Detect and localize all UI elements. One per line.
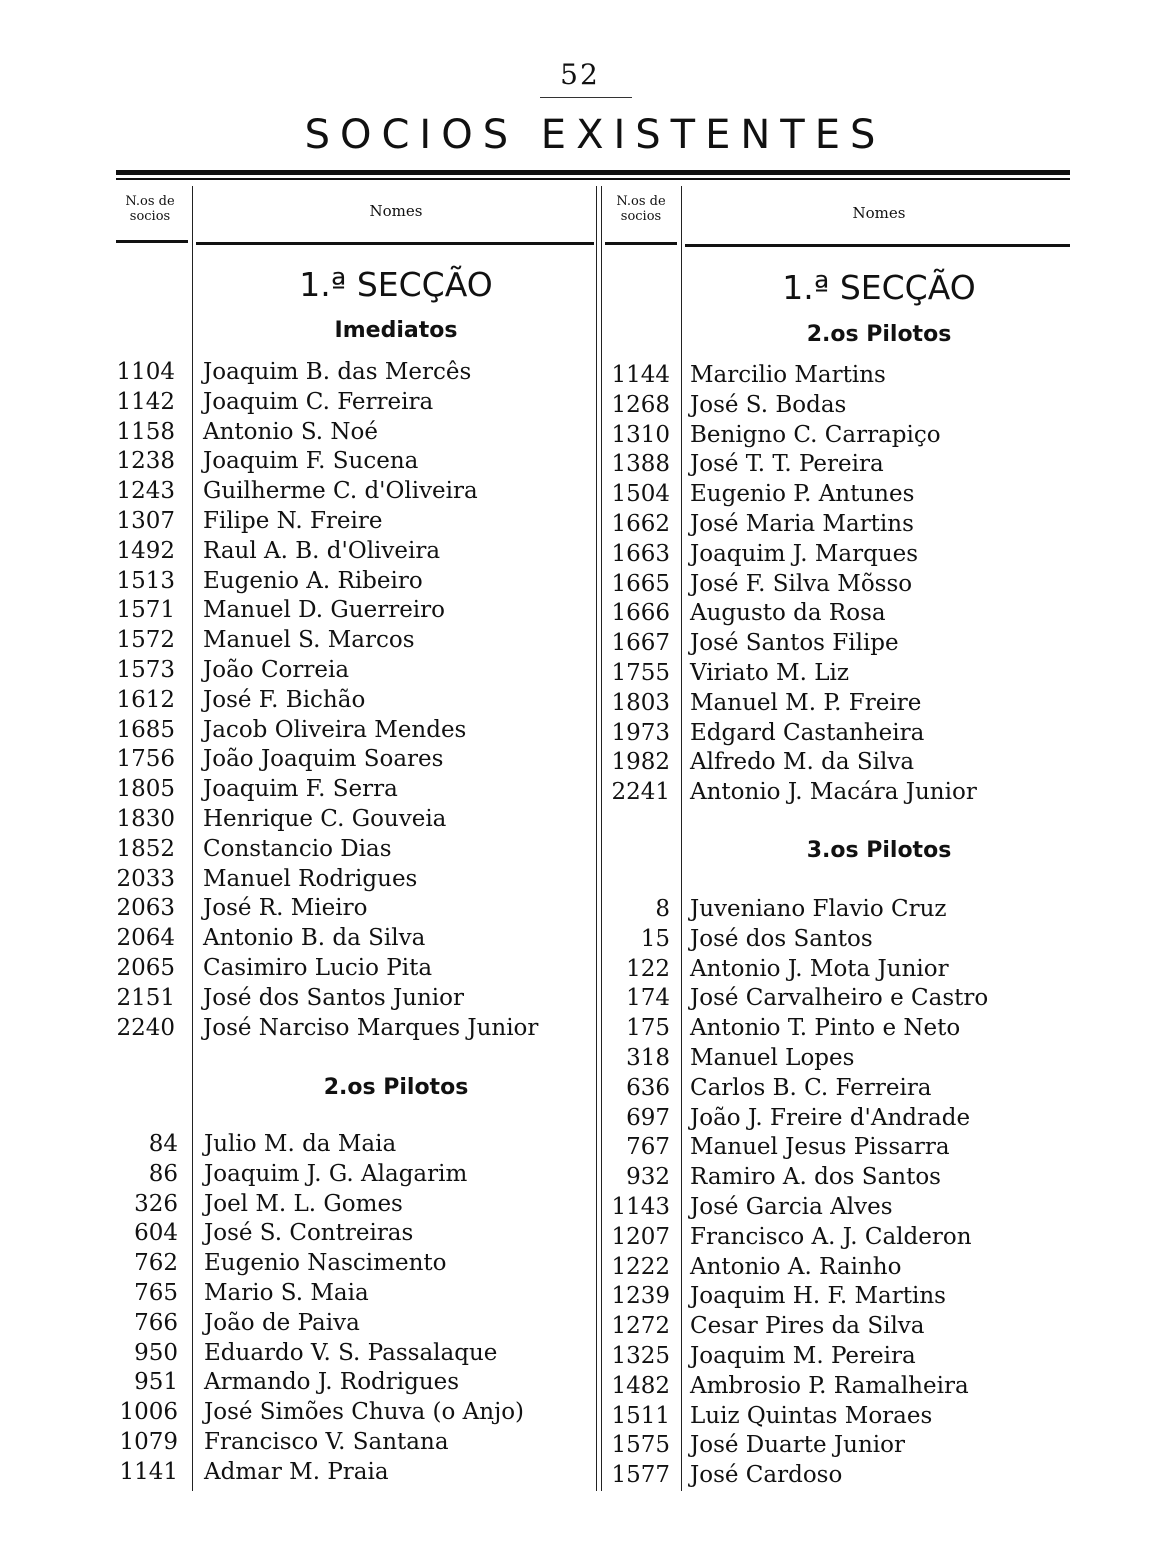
member-row xyxy=(0,805,600,835)
num-header-line2: socios xyxy=(620,209,662,224)
member-number: 1388 xyxy=(611,451,670,478)
member-row xyxy=(0,659,1100,689)
member-number: 932 xyxy=(626,1164,670,1191)
member-number: 8 xyxy=(655,896,670,922)
member-number: 2240 xyxy=(116,1014,175,1041)
member-name: Manuel Lopes xyxy=(690,1044,855,1071)
member-name: Benigno C. Carrapiço xyxy=(690,421,941,448)
member-name: Constancio Dias xyxy=(203,835,392,862)
member-row xyxy=(0,1431,1100,1461)
member-name: Joaquim H. F. Martins xyxy=(690,1283,946,1310)
header-rule xyxy=(116,240,188,243)
right-group2-title: 3.os Pilotos xyxy=(806,838,952,863)
member-name: João Correia xyxy=(203,656,350,683)
member-number: 1243 xyxy=(116,478,175,505)
right-names-header: Nomes xyxy=(852,204,906,222)
member-name: Armando J. Rodrigues xyxy=(204,1369,460,1396)
member-row xyxy=(0,955,1100,985)
member-row xyxy=(0,895,1100,925)
member-row xyxy=(0,865,600,895)
num-header-line1: N.os de xyxy=(125,194,175,209)
member-number: 1755 xyxy=(611,659,670,686)
member-number: 767 xyxy=(626,1134,670,1161)
member-name: Viriato M. Liz xyxy=(690,659,849,686)
member-name: Joaquim J. G. Alagarim xyxy=(204,1160,468,1187)
member-number: 762 xyxy=(134,1250,178,1277)
member-name: José Santos Filipe xyxy=(690,630,899,657)
member-number: 1104 xyxy=(116,359,175,385)
member-number: 1142 xyxy=(116,388,175,415)
member-number: 1830 xyxy=(116,805,175,832)
member-name: José Carvalheiro e Castro xyxy=(690,985,989,1012)
member-name: Joaquim M. Pereira xyxy=(690,1342,916,1369)
member-row xyxy=(0,1163,1100,1193)
member-number: 2151 xyxy=(116,984,175,1011)
member-number: 951 xyxy=(134,1369,178,1396)
member-row xyxy=(0,629,1100,659)
right-section-title: 1.ª SECÇÃO xyxy=(782,268,976,307)
member-name: Julio M. da Maia xyxy=(204,1131,397,1157)
member-name: Edgard Castanheira xyxy=(690,719,925,746)
member-name: Antonio T. Pinto e Neto xyxy=(690,1015,961,1042)
member-row xyxy=(0,421,1100,451)
member-number: 1663 xyxy=(611,540,670,567)
member-number: 326 xyxy=(134,1190,178,1217)
member-number: 1079 xyxy=(119,1428,178,1455)
member-number: 1006 xyxy=(119,1399,178,1426)
member-row xyxy=(0,1104,1100,1134)
member-name: Marcilio Martins xyxy=(690,362,886,388)
member-name: Eugenio P. Antunes xyxy=(690,481,915,508)
member-name: Joaquim C. Ferreira xyxy=(203,388,434,415)
member-number: 697 xyxy=(626,1104,670,1131)
member-number: 1207 xyxy=(611,1223,670,1250)
member-row xyxy=(0,1461,1100,1491)
member-row xyxy=(0,391,1100,421)
member-number: 2033 xyxy=(116,865,175,892)
member-number: 1572 xyxy=(116,627,175,654)
member-number: 636 xyxy=(626,1074,670,1101)
member-name: José Maria Martins xyxy=(690,510,914,537)
member-number: 604 xyxy=(134,1220,178,1247)
member-row xyxy=(0,1044,1100,1074)
member-name: José S. Bodas xyxy=(690,391,847,418)
member-name: Joaquim J. Marques xyxy=(690,540,919,567)
member-row xyxy=(0,1133,1100,1163)
member-row xyxy=(0,1223,1100,1253)
member-name: Henrique C. Gouveia xyxy=(203,805,447,832)
left-section-title: 1.ª SECÇÃO xyxy=(299,265,493,304)
member-name: Francisco V. Santana xyxy=(204,1428,449,1455)
page-title: SOCIOS EXISTENTES xyxy=(304,112,886,158)
num-header-line2: socios xyxy=(129,209,171,224)
member-name: José dos Santos Junior xyxy=(203,984,465,1011)
member-number: 950 xyxy=(134,1339,178,1366)
member-number: 175 xyxy=(626,1015,670,1042)
member-number: 1852 xyxy=(116,835,175,862)
member-name: Jacob Oliveira Mendes xyxy=(203,716,467,743)
member-row xyxy=(0,570,1100,600)
right-group2-list xyxy=(0,895,1100,1491)
member-name: José Garcia Alves xyxy=(690,1193,893,1220)
member-row xyxy=(0,361,1100,391)
member-name: José F. Silva Mõsso xyxy=(690,570,913,597)
member-name: Casimiro Lucio Pita xyxy=(203,954,433,981)
member-row xyxy=(0,984,1100,1014)
member-name: José dos Santos xyxy=(690,925,873,952)
member-number: 1685 xyxy=(116,716,175,743)
member-name: Mario S. Maia xyxy=(204,1279,369,1306)
member-name: Joaquim F. Sucena xyxy=(203,448,419,475)
member-row xyxy=(0,925,1100,955)
member-name: Eduardo V. S. Passalaque xyxy=(204,1339,498,1366)
member-name: Cesar Pires da Silva xyxy=(690,1313,925,1340)
member-name: Ambrosio P. Ramalheira xyxy=(690,1372,969,1399)
member-number: 2241 xyxy=(611,779,670,806)
member-number: 766 xyxy=(134,1309,178,1336)
member-name: Manuel M. P. Freire xyxy=(690,689,922,716)
member-name: José T. T. Pereira xyxy=(690,451,884,478)
member-row xyxy=(0,480,1100,510)
left-num-header xyxy=(112,194,188,224)
member-number: 765 xyxy=(134,1279,178,1306)
member-number: 15 xyxy=(640,925,670,952)
member-number: 1662 xyxy=(611,510,670,537)
member-name: Antonio J. Macára Junior xyxy=(690,779,977,806)
member-number: 1571 xyxy=(116,597,175,624)
member-name: José Cardoso xyxy=(690,1462,843,1489)
member-number: 86 xyxy=(148,1160,178,1187)
member-number: 1158 xyxy=(116,418,175,445)
member-name: Filipe N. Freire xyxy=(203,507,383,534)
member-name: Admar M. Praia xyxy=(204,1458,389,1485)
member-name: João de Paiva xyxy=(204,1309,360,1336)
member-number: 1144 xyxy=(611,362,670,388)
member-row xyxy=(0,540,1100,570)
member-number: 1575 xyxy=(611,1432,670,1459)
member-number: 2065 xyxy=(116,954,175,981)
member-row xyxy=(0,835,600,865)
member-number: 1325 xyxy=(611,1342,670,1369)
member-number: 122 xyxy=(626,955,670,982)
member-number: 1513 xyxy=(116,567,175,594)
member-row xyxy=(0,1342,1100,1372)
member-number: 1511 xyxy=(611,1402,670,1429)
member-name: Augusto da Rosa xyxy=(690,600,886,627)
member-name: Joel M. L. Gomes xyxy=(204,1190,403,1217)
member-number: 1504 xyxy=(611,481,670,508)
member-number: 1141 xyxy=(119,1458,178,1485)
member-row xyxy=(0,748,1100,778)
member-number: 1573 xyxy=(116,656,175,683)
right-group1-list xyxy=(0,361,1100,808)
member-row xyxy=(0,1074,1100,1104)
member-row xyxy=(0,778,1100,808)
header-rule xyxy=(196,242,594,245)
header-rule xyxy=(605,242,677,245)
member-name: José F. Bichão xyxy=(203,686,366,713)
member-name: Eugenio A. Ribeiro xyxy=(203,567,423,594)
member-number: 1982 xyxy=(611,749,670,776)
left-names-header: Nomes xyxy=(369,202,423,220)
member-number: 318 xyxy=(626,1044,670,1071)
member-name: Manuel Jesus Pissarra xyxy=(690,1134,950,1161)
member-number: 1577 xyxy=(611,1462,670,1489)
member-number: 1756 xyxy=(116,746,175,773)
member-name: Joaquim F. Serra xyxy=(203,776,398,803)
header-rule xyxy=(685,244,1070,247)
member-name: Raul A. B. d'Oliveira xyxy=(203,537,441,564)
member-row xyxy=(0,1014,1100,1044)
member-row xyxy=(0,719,1100,749)
member-row xyxy=(0,510,1100,540)
member-row xyxy=(0,1372,1100,1402)
member-name: José R. Mieiro xyxy=(203,895,368,922)
member-row xyxy=(0,689,1100,719)
member-name: Ramiro A. dos Santos xyxy=(690,1164,941,1191)
left-group2-title: 2.os Pilotos xyxy=(323,1075,469,1100)
member-number: 1667 xyxy=(611,630,670,657)
member-number: 2064 xyxy=(116,925,175,952)
member-number: 1307 xyxy=(116,507,175,534)
member-number: 1143 xyxy=(611,1193,670,1220)
member-number: 1239 xyxy=(611,1283,670,1310)
member-name: Luiz Quintas Moraes xyxy=(690,1402,933,1429)
member-number: 1612 xyxy=(116,686,175,713)
page-number: 52 xyxy=(560,58,600,91)
member-name: Alfredo M. da Silva xyxy=(690,749,915,776)
member-number: 2063 xyxy=(116,895,175,922)
member-number: 1238 xyxy=(116,448,175,475)
member-number: 1666 xyxy=(611,600,670,627)
member-name: Antonio J. Mota Junior xyxy=(690,955,949,982)
member-name: Manuel D. Guerreiro xyxy=(203,597,446,624)
member-name: Francisco A. J. Calderon xyxy=(690,1223,972,1250)
member-name: Eugenio Nascimento xyxy=(204,1250,447,1277)
member-number: 1973 xyxy=(611,719,670,746)
member-row xyxy=(0,1193,1100,1223)
member-row xyxy=(0,1282,1100,1312)
member-name: Joaquim B. das Mercês xyxy=(203,359,472,385)
member-number: 174 xyxy=(626,985,670,1012)
num-header-line1: N.os de xyxy=(616,194,666,209)
member-number: 1805 xyxy=(116,776,175,803)
member-number: 1272 xyxy=(611,1313,670,1340)
member-row xyxy=(0,1253,1100,1283)
member-name: Manuel Rodrigues xyxy=(203,865,418,892)
member-name: José Duarte Junior xyxy=(690,1432,905,1459)
member-name: Carlos B. C. Ferreira xyxy=(690,1074,932,1101)
member-number: 1803 xyxy=(611,689,670,716)
title-rule-thin xyxy=(116,178,1070,180)
member-name: Antonio S. Noé xyxy=(203,418,378,445)
member-name: Juveniano Flavio Cruz xyxy=(690,896,947,922)
member-name: Guilherme C. d'Oliveira xyxy=(203,478,478,505)
right-group1-title: 2.os Pilotos xyxy=(806,322,952,347)
title-rule-thick xyxy=(116,170,1070,175)
member-name: José Narciso Marques Junior xyxy=(203,1014,539,1041)
member-number: 1492 xyxy=(116,537,175,564)
member-name: Antonio A. Rainho xyxy=(690,1253,902,1280)
member-row xyxy=(0,599,1100,629)
member-name: João J. Freire d'Andrade xyxy=(690,1104,971,1131)
member-number: 1482 xyxy=(611,1372,670,1399)
member-name: José S. Contreiras xyxy=(204,1220,414,1247)
member-name: João Joaquim Soares xyxy=(203,746,444,773)
right-num-header xyxy=(603,194,679,224)
member-number: 1268 xyxy=(611,391,670,418)
member-number: 1222 xyxy=(611,1253,670,1280)
member-name: Manuel S. Marcos xyxy=(203,627,415,654)
member-name: José Simões Chuva (o Anjo) xyxy=(204,1399,525,1426)
member-row xyxy=(0,1312,1100,1342)
member-number: 1310 xyxy=(611,421,670,448)
left-group1-title: Imediatos xyxy=(334,318,458,343)
member-number: 84 xyxy=(148,1131,178,1157)
page-number-rule xyxy=(540,97,632,98)
member-name: Antonio B. da Silva xyxy=(203,925,426,952)
member-number: 1665 xyxy=(611,570,670,597)
member-row xyxy=(0,1402,1100,1432)
member-row xyxy=(0,450,1100,480)
